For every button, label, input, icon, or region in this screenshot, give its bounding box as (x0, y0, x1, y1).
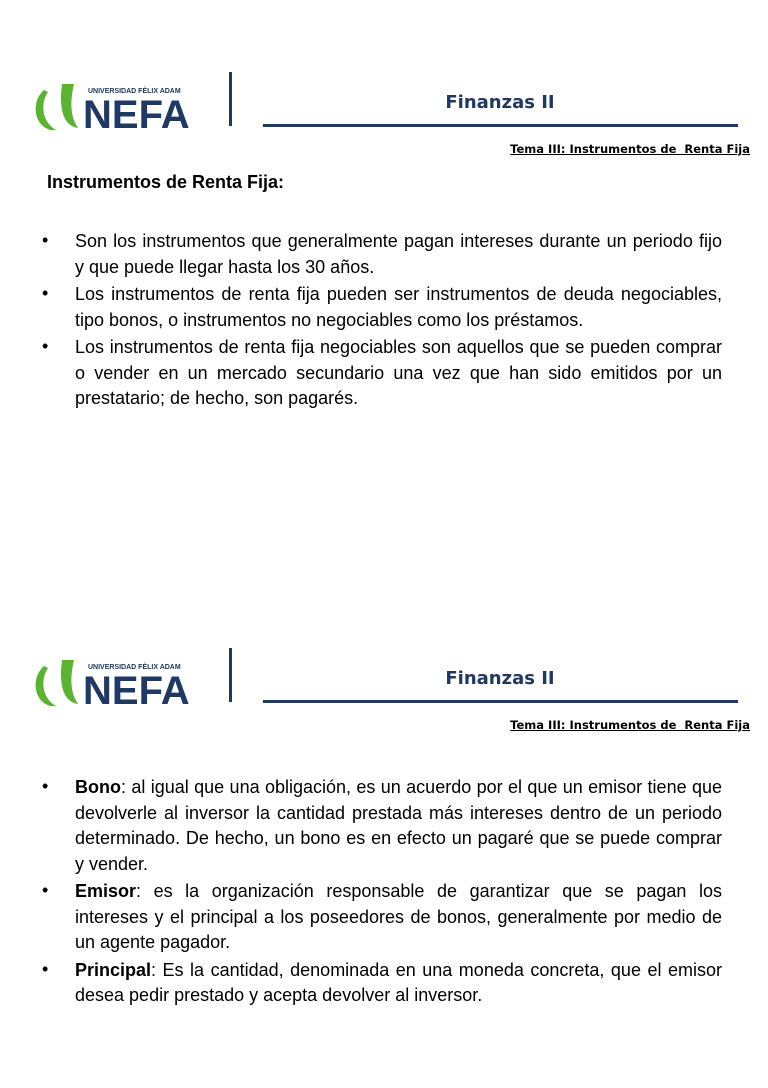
bullet-item (42, 335, 722, 412)
definition-item (42, 775, 722, 877)
definition-text: : es la organización responsable de garantizar que se pagan los intereses y el principal a los poseedores de bonos, generalmente por medio de un agente pagador. (75, 881, 722, 952)
bullet-icon: • (42, 958, 49, 979)
course-title: Finanzas II (445, 92, 555, 113)
definition-item (42, 879, 722, 956)
definition-list (42, 775, 722, 1011)
bullet-icon: • (42, 283, 49, 303)
title-underline (263, 700, 738, 703)
logo-small-text: UNIVERSIDAD FÉLIX ADAM (88, 664, 181, 671)
definition-term: Emisor (75, 881, 137, 901)
bullet-icon: • (42, 336, 49, 356)
slide-2 (0, 576, 768, 1088)
bullet-text: Los instrumentos de renta fija negociables son aquellos que se pueden comprar o vender en un mercado secundario una vez que han sido emitidos por un prestatario; de hecho, son pagarés. (75, 337, 722, 408)
bullet-icon: • (42, 776, 49, 796)
section-heading: Instrumentos de Renta Fija: (47, 172, 285, 192)
course-title: Finanzas II (445, 668, 555, 689)
definition-term: Bono (75, 777, 121, 797)
header-divider (229, 648, 232, 702)
bullet-item (42, 282, 722, 333)
bullet-text: Son los instrumentos que generalmente pagan intereses durante un periodo fijo y que puede llegar hasta los 30 años. (75, 231, 722, 277)
logo-small-text: UNIVERSIDAD FÉLIX ADAM (88, 88, 181, 95)
unefa-logo (30, 648, 205, 710)
bullet-list (42, 229, 722, 414)
bullet-icon: • (42, 880, 49, 900)
title-underline (263, 124, 738, 127)
definition-text: : al igual que una obligación, es un acuerdo por el que un emisor tiene que devolverle al inversor la cantidad prestada más intereses dentro de un periodo determinado. De hecho, un bono es en efecto un pagaré que se puede comprar y vender. (75, 777, 722, 874)
topic-label: Tema III: Instrumentos de Renta Fija (510, 718, 750, 732)
slide-1 (0, 0, 768, 512)
header-divider (229, 72, 232, 126)
topic-label: Tema III: Instrumentos de Renta Fija (510, 142, 750, 156)
bullet-icon: • (42, 230, 49, 250)
definition-term: Principal (75, 959, 152, 980)
logo-brand-text: NEFA (83, 93, 190, 134)
unefa-logo (30, 72, 205, 134)
logo-brand-text: NEFA (83, 669, 190, 710)
bullet-item (42, 229, 722, 280)
definition-text: : Es la cantidad, denominada en una moneda concreta, que el emisor desea pedir prestado y acepta devolver al inversor. (75, 959, 722, 1005)
bullet-text: Los instrumentos de renta fija pueden ser instrumentos de deuda negociables, tipo bonos, o instrumentos no negociables como los préstamos. (75, 284, 722, 330)
definition-item (42, 958, 722, 1009)
